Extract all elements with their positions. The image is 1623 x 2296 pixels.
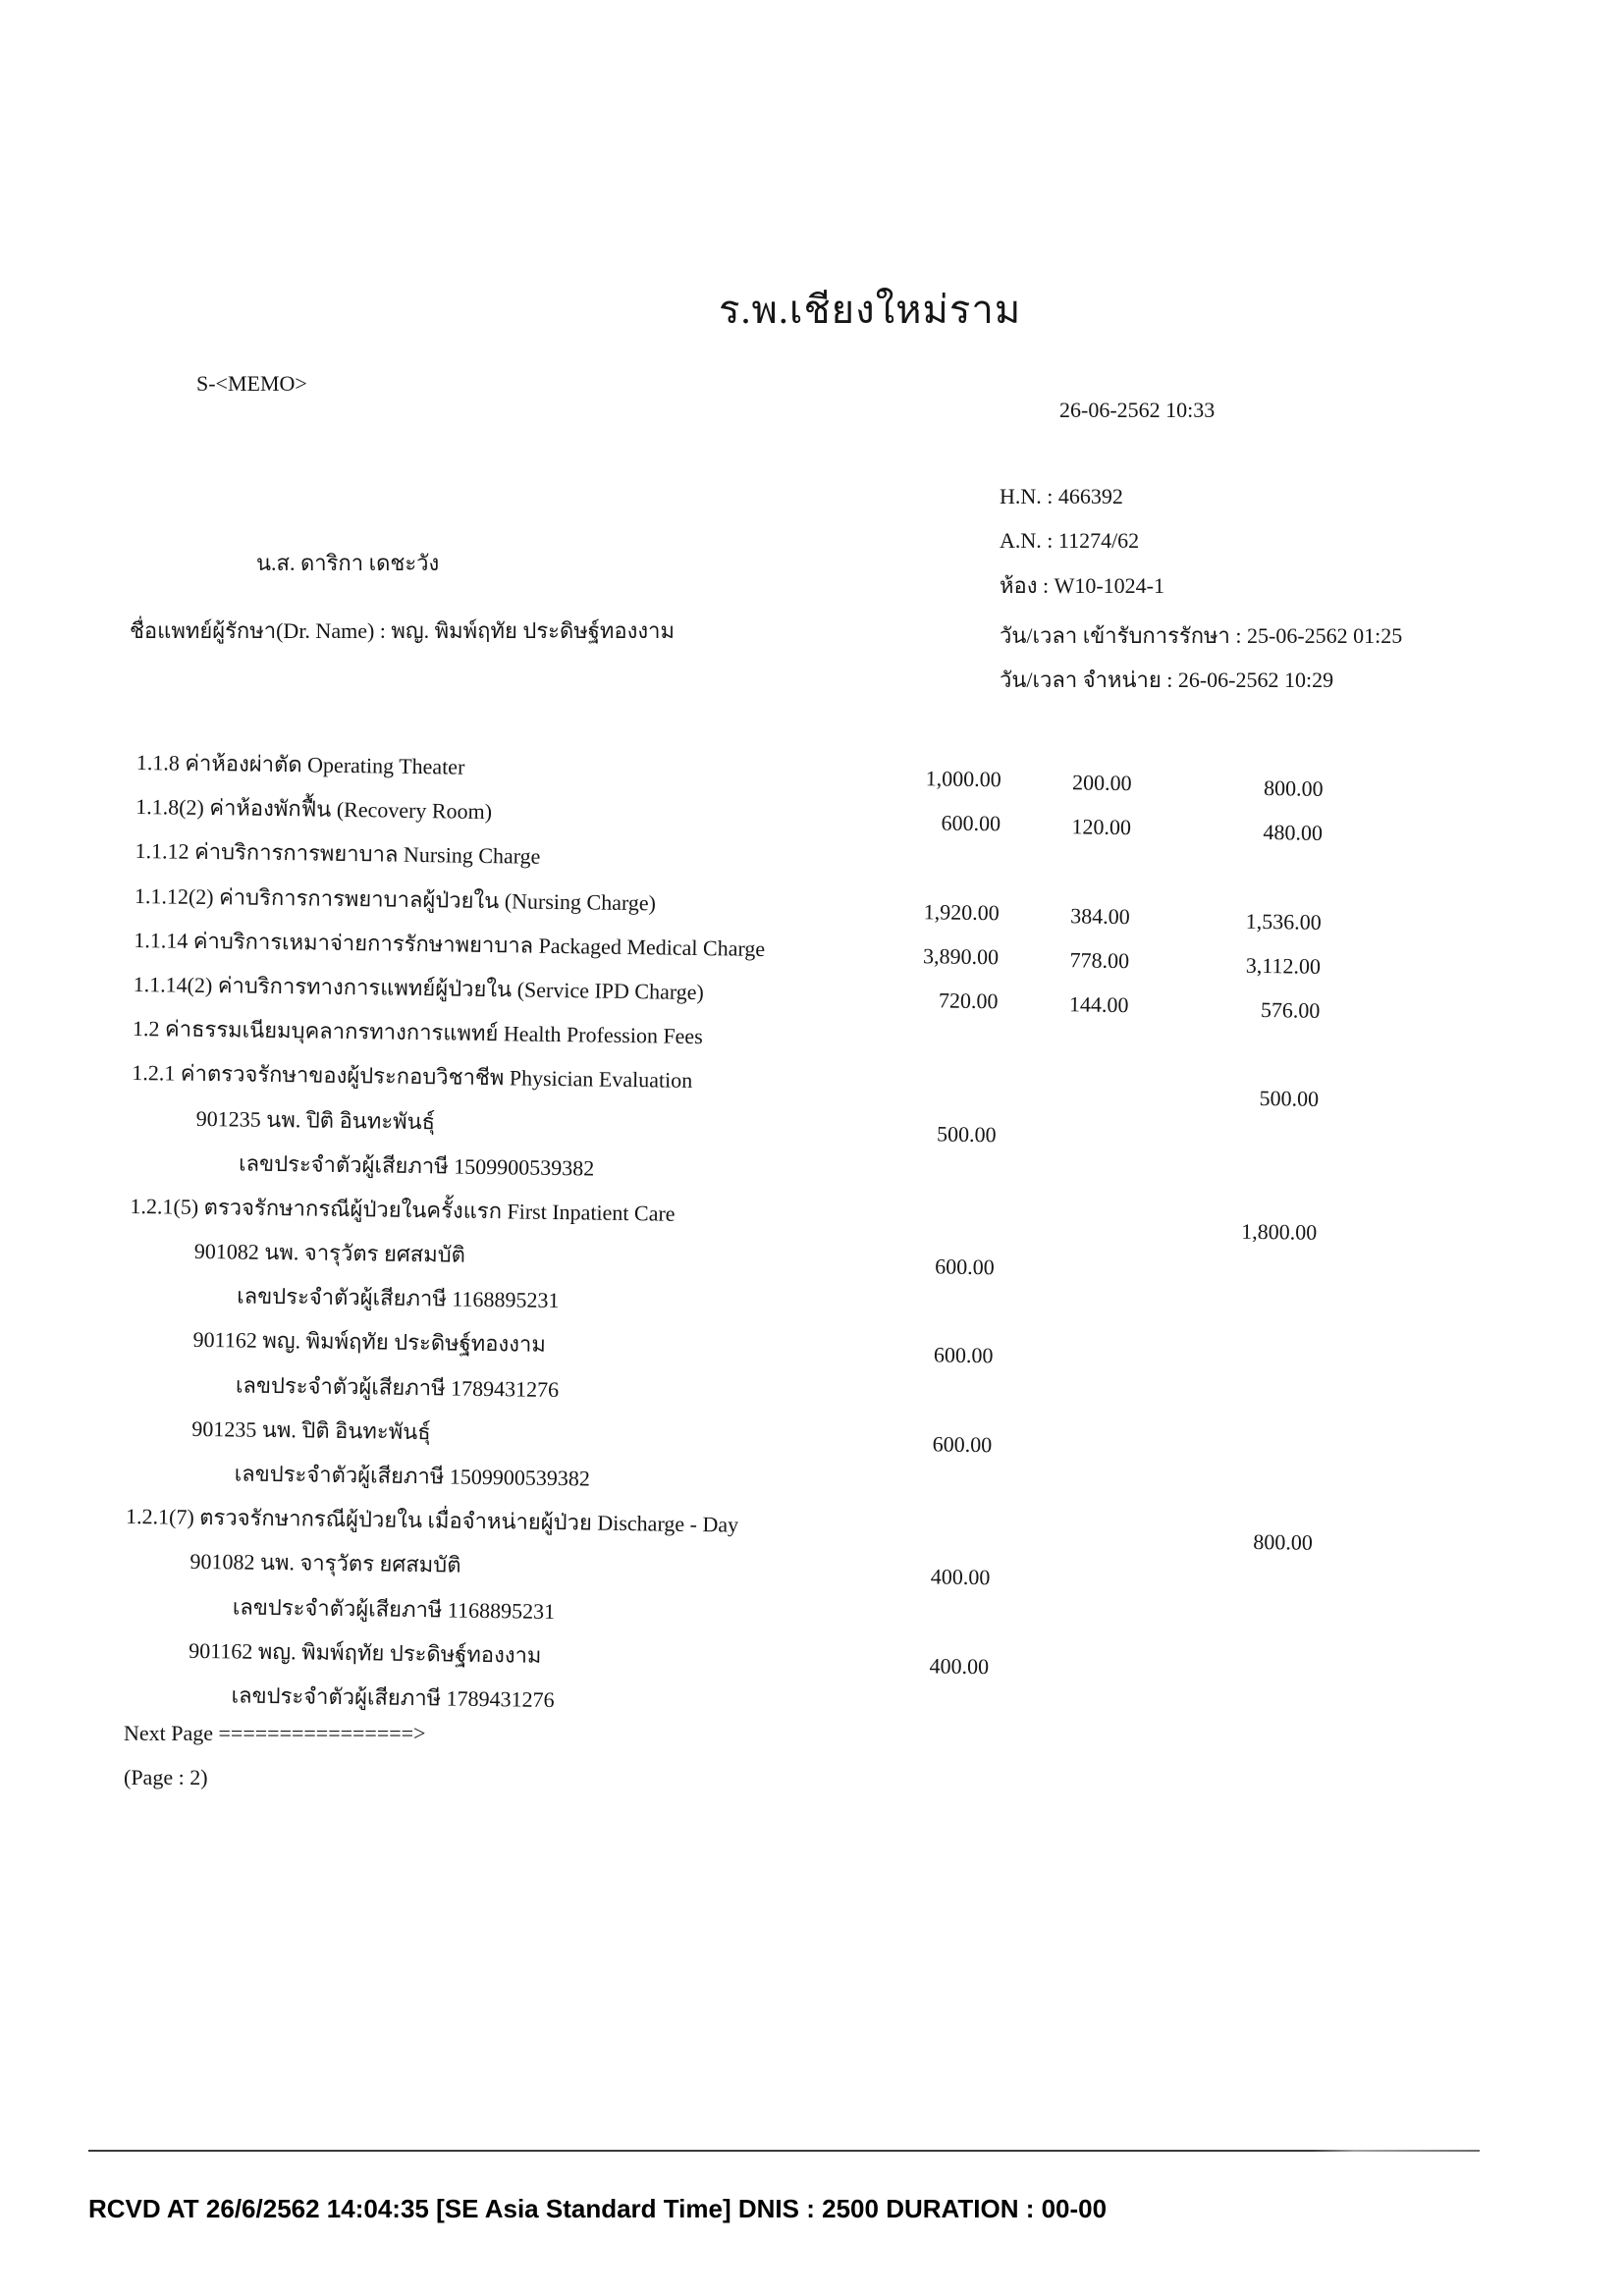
fax-dnis-label: DNIS : <box>737 2194 815 2223</box>
physician-code: 901162 <box>192 1327 257 1354</box>
admit-datetime-value: 25-06-2562 01:25 <box>1247 623 1403 648</box>
physician-line <box>189 1638 542 1669</box>
tax-id-line <box>239 1150 594 1181</box>
room-line <box>1000 573 1164 599</box>
an-line <box>1000 528 1139 554</box>
charge-code: 1.1.8(2) <box>135 794 205 821</box>
line-items <box>123 750 1334 1743</box>
fee-section-code: 1.2.1 <box>132 1060 176 1086</box>
physician-name: นพ. จารุวัตร ยศสมบัติ <box>264 1239 466 1267</box>
physician-line <box>189 1549 460 1578</box>
tax-id-value: 1509900539382 <box>454 1153 595 1181</box>
admit-datetime-line <box>1000 623 1402 649</box>
fax-received-label: RCVD AT <box>88 2194 199 2223</box>
tax-id-value: 1509900539382 <box>449 1464 590 1491</box>
physician-code: 901082 <box>193 1238 260 1264</box>
hn-value: 466392 <box>1057 484 1123 508</box>
hn-line <box>1000 484 1123 509</box>
fax-received-datetime: 26/6/2562 14:04:35 <box>205 2194 429 2223</box>
attending-doctor-name: พญ. พิมพ์ฤทัย ประดิษฐ์ทองงาม <box>391 618 675 643</box>
section-total-amount: 800.00 <box>1253 1529 1314 1555</box>
patient-name: น.ส. ดาริกา เดชะวัง <box>256 551 440 575</box>
charge-code: 1.1.12 <box>135 838 189 865</box>
attending-doctor-label: ชื่อแพทย์ผู้รักษา(Dr. Name) : <box>130 618 386 643</box>
fee-section-code: 1.2.1(5) <box>130 1193 199 1219</box>
tax-id-line <box>237 1284 560 1314</box>
attending-doctor-line <box>130 618 675 644</box>
physician-fee-amount: 400.00 <box>930 1564 991 1590</box>
tax-id-line <box>233 1594 556 1625</box>
physician-name: พญ. พิมพ์ฤทัย ประดิษฐ์ทองงาม <box>262 1328 546 1358</box>
memo-tag: S-<MEMO> <box>196 371 307 396</box>
tax-id-label: เลขประจำตัวผู้เสียภาษี <box>238 1150 449 1179</box>
fee-section-description: ตรวจรักษากรณีผู้ป่วยใน เมื่อจำหน่ายผู้ป่วย Discharge - Day <box>199 1505 739 1537</box>
fax-timezone: [SE Asia Standard Time] <box>436 2194 731 2223</box>
fee-section-description: ค่าตรวจรักษาของผู้ประกอบวิชาชีพ Physician Evaluation <box>180 1060 693 1094</box>
tax-id-label: เลขประจำตัวผู้เสียภาษี <box>235 1372 446 1401</box>
physician-fee-amount: 600.00 <box>933 1342 994 1368</box>
amount-column-1: 600.00 <box>941 810 1001 836</box>
physician-line <box>194 1239 465 1268</box>
tax-id-line <box>235 1461 590 1491</box>
amount-column-2: 384.00 <box>1070 902 1130 929</box>
room-label: ห้อง : <box>1000 573 1050 598</box>
physician-code: 901162 <box>189 1637 253 1664</box>
discharge-datetime-line <box>1000 667 1333 693</box>
amount-column-2: 200.00 <box>1071 770 1132 796</box>
tax-id-value: 1168895231 <box>452 1286 560 1313</box>
physician-line <box>192 1327 546 1358</box>
amount-column-3: 800.00 <box>1263 775 1324 801</box>
amount-column-3: 3,112.00 <box>1245 952 1322 979</box>
tax-id-line <box>236 1372 559 1403</box>
physician-name: นพ. จารุวัตร ยศสมบัติ <box>259 1550 461 1578</box>
charge-description: ค่าบริการการพยาบาลผู้ป่วยใน (Nursing Charge) <box>218 883 657 915</box>
amount-column-3: 480.00 <box>1263 820 1324 846</box>
section-total-amount: 1,800.00 <box>1241 1218 1318 1245</box>
charge-description: ค่าห้องพักฟื้น (Recovery Room) <box>209 795 493 825</box>
amount-column-2: 144.00 <box>1068 991 1129 1018</box>
physician-fee-amount: 400.00 <box>929 1653 990 1679</box>
physician-code: 901082 <box>189 1549 255 1575</box>
next-page-indicator: Next Page ================> <box>124 1721 426 1745</box>
charge-line <box>136 750 465 780</box>
physician-line <box>196 1105 436 1134</box>
fee-category-code: 1.2 <box>132 1016 160 1041</box>
physician-name: พญ. พิมพ์ฤทัย ประดิษฐ์ทองงาม <box>257 1638 542 1668</box>
charge-description: ค่าบริการการพยาบาล Nursing Charge <box>193 839 541 870</box>
tax-id-line <box>231 1682 554 1713</box>
admit-datetime-label: วัน/เวลา เข้ารับการรักษา : <box>1000 623 1242 648</box>
hospital-name: ร.พ.เชียงใหม่ราม <box>719 288 1022 332</box>
charge-code: 1.1.14 <box>134 927 189 953</box>
charge-description: ค่าห้องผ่าตัด Operating Theater <box>185 750 465 779</box>
charge-description: ค่าบริการทางการแพทย์ผู้ป่วยใน (Service IPD Charge) <box>217 973 705 1005</box>
physician-line <box>191 1416 431 1445</box>
physician-code: 901235 <box>191 1415 257 1442</box>
amount-column-1: 720.00 <box>938 988 999 1014</box>
amount-column-2: 120.00 <box>1071 814 1132 840</box>
fee-category-description: ค่าธรรมเนียมบุคลากรทางการแพทย์ Health Profession Fees <box>164 1016 703 1049</box>
section-total-amount: 500.00 <box>1259 1086 1320 1112</box>
discharge-datetime-value: 26-06-2562 10:29 <box>1177 667 1334 692</box>
amount-column-3: 576.00 <box>1260 996 1321 1023</box>
physician-code: 901235 <box>195 1105 261 1132</box>
tax-id-label: เลขประจำตัวผู้เสียภาษี <box>232 1594 443 1622</box>
physician-name: นพ. ปิติ อินทะพันธุ์ <box>266 1106 436 1134</box>
charge-code: 1.1.8 <box>135 750 180 775</box>
fee-section-description: ตรวจรักษากรณีผู้ป่วยในครั้งแรก First Inpatient Care <box>203 1194 676 1226</box>
an-value: 11274/62 <box>1057 528 1140 553</box>
fax-duration-label: DURATION : <box>886 2194 1035 2223</box>
tax-id-label: เลขประจำตัวผู้เสียภาษี <box>234 1461 445 1489</box>
amount-column-1: 1,920.00 <box>923 898 1000 925</box>
amount-column-1: 1,000.00 <box>925 766 1001 792</box>
footer-divider <box>88 2150 1480 2152</box>
physician-fee-amount: 600.00 <box>932 1431 993 1458</box>
charge-line <box>135 838 540 870</box>
charge-description: ค่าบริการเหมาจ่ายการรักษาพยาบาล Packaged Medical Charge <box>192 928 766 961</box>
physician-name: นพ. ปิติ อินทะพันธุ์ <box>261 1416 431 1445</box>
amount-column-1: 3,890.00 <box>922 942 1000 970</box>
tax-id-label: เลขประจำตัวผู้เสียภาษี <box>231 1682 442 1711</box>
physician-fee-amount: 500.00 <box>936 1120 997 1147</box>
physician-fee-amount: 600.00 <box>935 1254 995 1280</box>
charge-code: 1.1.14(2) <box>133 971 213 998</box>
amount-column-2: 778.00 <box>1069 947 1130 973</box>
fax-receipt-line <box>88 2193 1107 2224</box>
charge-line <box>135 794 492 825</box>
tax-id-value: 1789431276 <box>450 1375 560 1402</box>
fee-section-code: 1.2.1(7) <box>125 1504 194 1530</box>
page-number: (Page : 2) <box>124 1765 208 1789</box>
fax-dnis: 2500 <box>822 2194 879 2223</box>
discharge-datetime-label: วัน/เวลา จำหน่าย : <box>1000 667 1173 692</box>
amount-column-3: 1,536.00 <box>1245 908 1322 934</box>
fax-duration: 00-00 <box>1041 2194 1108 2223</box>
hn-label: H.N. : <box>1000 484 1054 508</box>
tax-id-label: เลขประจำตัวผู้เสียภาษี <box>237 1283 448 1311</box>
tax-id-value: 1168895231 <box>447 1597 556 1624</box>
charge-code: 1.1.12(2) <box>134 882 214 909</box>
room-value: W10-1024-1 <box>1054 573 1164 598</box>
tax-id-value: 1789431276 <box>446 1685 555 1712</box>
printed-datetime: 26-06-2562 10:33 <box>1059 398 1216 422</box>
an-label: A.N. : <box>1000 528 1054 553</box>
